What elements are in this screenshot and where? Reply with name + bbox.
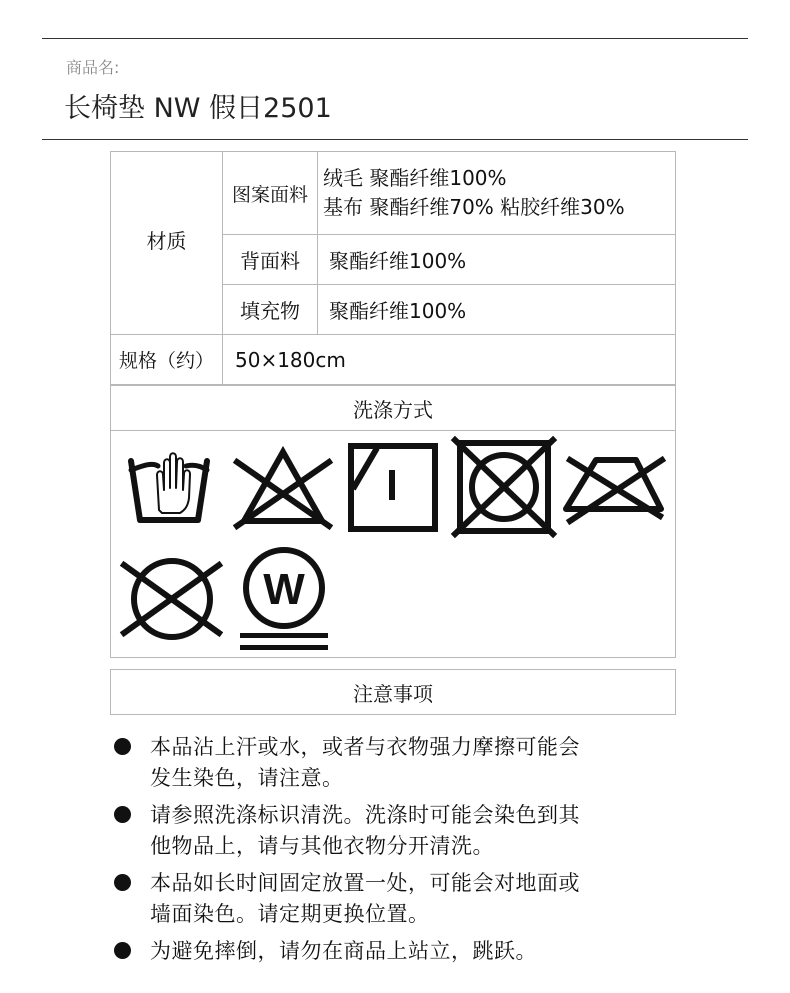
filling-label: 填充物 — [240, 299, 300, 323]
note-text — [150, 732, 692, 794]
back-fabric-label: 背面料 — [240, 249, 300, 273]
note-line: 为避免摔倒，请勿在商品上站立，跳跃。 — [150, 939, 537, 963]
size-column-divider — [222, 334, 223, 384]
product-name: 长椅垫 NW 假日2501 — [64, 93, 332, 124]
pattern-fabric-line2: 基布 聚酯纤维70% 粘胶纤维30% — [323, 195, 625, 219]
wet-clean-letter: W — [263, 565, 305, 614]
pattern-fabric-line1: 绒毛 聚酯纤维100% — [323, 166, 507, 190]
header-bottom-rule — [42, 139, 748, 140]
size-value: 50×180cm — [235, 347, 346, 372]
pattern-fabric-value — [323, 152, 675, 234]
note-line: 本品如长时间固定放置一处，可能会对地面或 — [150, 871, 580, 895]
bullet-dot — [114, 942, 131, 959]
top-rule — [42, 38, 748, 39]
note-line: 请参照洗涤标识清洗。洗涤时可能会染色到其 — [150, 803, 580, 827]
bullet-dot — [114, 874, 131, 891]
note-text — [150, 936, 692, 967]
note-text — [150, 800, 692, 862]
back-fabric-value: 聚酯纤维100% — [329, 249, 467, 273]
material-table — [110, 151, 676, 385]
care-title-divider — [111, 430, 675, 431]
bullet-dot — [114, 738, 131, 755]
notes-title: 注意事项 — [353, 681, 433, 706]
bullet-dot — [114, 806, 131, 823]
care-section — [110, 385, 676, 658]
value-column-divider — [317, 152, 318, 334]
product-label: 商品名: — [66, 58, 120, 77]
note-line: 墙面染色。请定期更换位置。 — [150, 902, 430, 926]
note-line: 发生染色，请注意。 — [150, 766, 344, 790]
note-text — [150, 868, 692, 930]
filling-value: 聚酯纤维100% — [329, 299, 467, 323]
pattern-fabric-label: 图案面料 — [231, 183, 308, 206]
notes-title-box — [110, 669, 676, 715]
size-label: 规格（约） — [118, 350, 214, 372]
material-label: 材质 — [146, 228, 187, 253]
note-line: 他物品上，请与其他衣物分开清洗。 — [150, 834, 494, 858]
care-title: 洗涤方式 — [353, 397, 433, 422]
note-line: 本品沾上汗或水，或者与衣物强力摩擦可能会 — [150, 735, 580, 759]
